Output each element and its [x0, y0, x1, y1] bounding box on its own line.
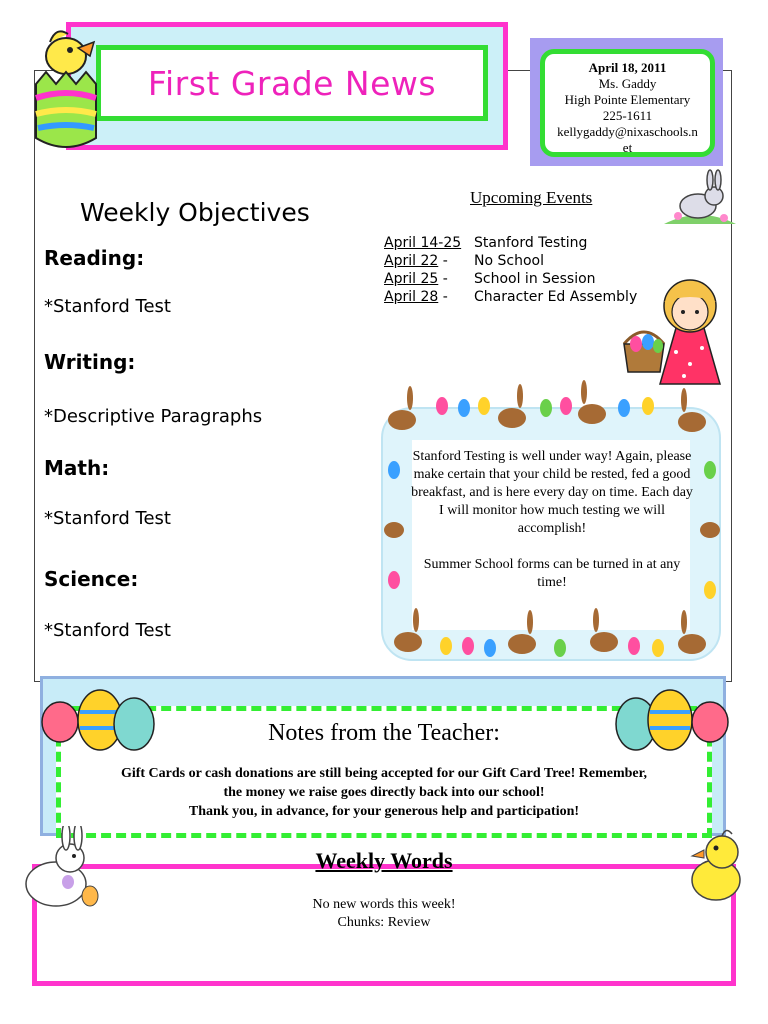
subject-writing: Writing: [44, 350, 136, 374]
science-objective: *Stanford Test [44, 620, 171, 641]
teacher-name: Ms. Gaddy [598, 76, 657, 91]
event-row: April 22 - No School [384, 253, 544, 269]
subject-science: Science: [44, 567, 139, 591]
objectives-title: Weekly Objectives [80, 198, 310, 227]
events-list [384, 234, 637, 306]
notes-message [60, 764, 708, 821]
phone-number: 225-1611 [602, 108, 653, 123]
newsletter-date: April 18, 2011 [588, 60, 667, 75]
school-name: High Pointe Elementary [564, 92, 691, 107]
chick-in-egg-icon [28, 18, 108, 150]
contact-card [540, 49, 715, 157]
page-title: First Grade News [147, 63, 437, 103]
event-date: April 14-25 [384, 235, 462, 251]
event-date: April 25 [384, 271, 439, 287]
title-box [96, 45, 488, 121]
duckling-icon [686, 824, 752, 906]
subject-reading: Reading: [44, 246, 145, 270]
white-rabbit-icon [10, 826, 106, 912]
event-row: April 28 - Character Ed Assembly [384, 289, 638, 305]
writing-objective: *Descriptive Paragraphs [44, 406, 263, 427]
bunny-icon [664, 166, 736, 228]
event-date: April 22 [384, 253, 439, 269]
notes-line: Gift Cards or cash donations are still being accepted for our Gift Card Tree! Remember, [120, 766, 648, 781]
event-description: No School [474, 253, 544, 269]
girl-with-basket-icon [620, 272, 736, 390]
event-description: Character Ed Assembly [474, 289, 638, 305]
events-title: Upcoming Events [470, 188, 593, 207]
email-address-continued[interactable]: et [622, 140, 633, 155]
words-line: No new words this week! [312, 897, 456, 912]
weekly-words-content [0, 896, 768, 932]
summer-school-note: Summer School forms can be turned in at any time! [423, 557, 681, 590]
chunks-line: Chunks: Review [337, 915, 431, 930]
subject-math: Math: [44, 456, 110, 480]
announcement-text [408, 448, 696, 592]
event-date: April 28 [384, 289, 439, 305]
math-objective: *Stanford Test [44, 508, 171, 529]
notes-title: Notes from the Teacher: [268, 720, 500, 746]
notes-line: Thank you, in advance, for your generous help and participation! [188, 804, 580, 819]
testing-reminder: Stanford Testing is well under way! Again, please make certain that your child be rested, fed a good breakfast, and is here every day on time. Each day I will monitor how much testing we will accomplish! [411, 449, 693, 536]
reading-objective: *Stanford Test [44, 296, 171, 317]
event-row: April 25 - School in Session [384, 271, 596, 287]
email-address[interactable]: kellygaddy@nixaschools.n [557, 124, 698, 139]
event-description: Stanford Testing [474, 235, 588, 251]
event-row [384, 234, 637, 252]
notes-line: the money we raise goes directly back into our school! [223, 785, 545, 800]
event-description: School in Session [474, 271, 596, 287]
weekly-words-title: Weekly Words [315, 848, 453, 873]
